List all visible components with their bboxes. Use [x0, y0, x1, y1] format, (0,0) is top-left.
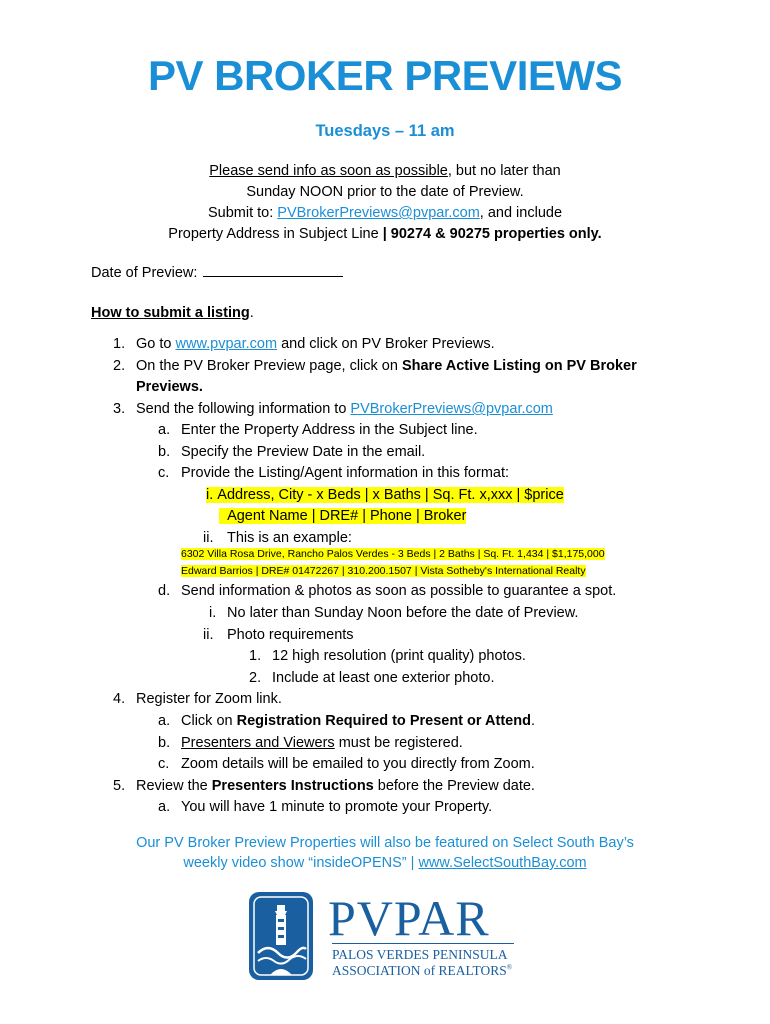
footer-line-2: weekly video show “insideOPENS” | www.SelectSouthBay.com	[183, 855, 587, 871]
logo-line-2: ASSOCIATION of REALTORS®	[332, 963, 513, 978]
intro-line-4: Property Address in Subject Line | 90274 & 90275 properties only.	[168, 226, 602, 242]
list-number: 1.	[249, 648, 262, 664]
roman-numeral: ii.	[203, 627, 214, 643]
step-4b: Presenters and Viewers must be registered.	[181, 735, 463, 751]
step-3b: Specify the Preview Date in the email.	[181, 444, 426, 460]
roman-numeral: i.	[206, 487, 214, 503]
roman-numeral: ii.	[203, 530, 214, 546]
step-1: Go to www.pvpar.com and click on PV Broker Previews.	[136, 336, 495, 352]
intro-line-1: Please send info as soon as possible, but no later than	[209, 163, 561, 179]
pvpar-link[interactable]: www.pvpar.com	[175, 336, 278, 352]
logo-divider	[332, 943, 514, 944]
how-to-heading: How to submit a listing.	[91, 305, 254, 321]
footer-line-1: Our PV Broker Preview Properties will also be featured on Select South Bay’s	[136, 835, 634, 851]
step-3c-ii: This is an example:	[227, 530, 352, 546]
example-line-2: Edward Barrios | DRE# 01472267 | 310.200.1507 | Vista Sotheby's International Realty	[181, 565, 586, 577]
list-letter: a.	[158, 422, 171, 438]
list-letter: a.	[158, 713, 171, 729]
intro-line-3: Submit to: PVBrokerPreviews@pvpar.com, and include	[207, 205, 563, 221]
step-2-continued: Previews.	[136, 379, 203, 395]
step-2: On the PV Broker Preview page, click on Share Active Listing on PV Broker	[136, 358, 637, 374]
send-email-link[interactable]: PVBrokerPreviews@pvpar.com	[350, 401, 553, 417]
step-3d: Send information & photos as soon as possible to guarantee a spot.	[181, 583, 617, 599]
step-3: Send the following information to PVBrokerPreviews@pvpar.com	[136, 401, 553, 417]
date-blank-line	[203, 265, 343, 277]
logo-wordmark: PVPAR	[328, 890, 490, 946]
list-letter: c.	[158, 756, 170, 772]
list-letter: d.	[158, 583, 171, 599]
list-number: 3.	[113, 401, 126, 417]
step-5a: You will have 1 minute to promote your Property.	[181, 799, 493, 815]
step-3d-ii: Photo requirements	[227, 627, 354, 643]
list-number: 2.	[113, 358, 126, 374]
step-5: Review the Presenters Instructions before the Preview date.	[136, 778, 535, 794]
step-3c: Provide the Listing/Agent information in this format:	[181, 465, 510, 481]
list-number: 2.	[249, 670, 262, 686]
logo-line-1: PALOS VERDES PENINSULA	[332, 947, 508, 962]
format-line-2: Agent Name | DRE# | Phone | Broker	[219, 508, 466, 524]
intro-line-2: Sunday NOON prior to the date of Preview.	[246, 184, 524, 200]
format-line-1: i. Address, City - x Beds | x Baths | Sq. Ft. x,xxx | $price	[206, 487, 564, 503]
step-4: Register for Zoom link.	[136, 691, 282, 707]
pvpar-logo	[248, 891, 538, 987]
list-number: 4.	[113, 691, 126, 707]
list-number: 5.	[113, 778, 126, 794]
step-3a: Enter the Property Address in the Subject line.	[181, 422, 478, 438]
list-letter: c.	[158, 465, 170, 481]
list-number: 1.	[113, 336, 126, 352]
step-4a: Click on Registration Required to Present or Attend.	[181, 713, 535, 729]
submit-email-link[interactable]: PVBrokerPreviews@pvpar.com	[277, 205, 480, 221]
list-letter: b.	[158, 444, 171, 460]
list-letter: a.	[158, 799, 171, 815]
photo-requirement-2: Include at least one exterior photo.	[272, 670, 495, 686]
selectsouthbay-link[interactable]: www.SelectSouthBay.com	[418, 855, 587, 871]
date-of-preview-field: Date of Preview:	[91, 265, 343, 281]
page-subtitle: Tuesdays – 11 am	[315, 122, 455, 140]
step-4c: Zoom details will be emailed to you directly from Zoom.	[181, 756, 535, 772]
roman-numeral: i.	[209, 605, 217, 621]
list-letter: b.	[158, 735, 171, 751]
page-title: PV BROKER PREVIEWS	[147, 52, 623, 99]
step-3d-i: No later than Sunday Noon before the date of Preview.	[227, 605, 579, 621]
example-line-1: 6302 Villa Rosa Drive, Rancho Palos Verdes - 3 Beds | 2 Baths | Sq. Ft. 1,434 | $1,175,000	[181, 548, 605, 560]
photo-requirement-1: 12 high resolution (print quality) photos.	[272, 648, 526, 664]
